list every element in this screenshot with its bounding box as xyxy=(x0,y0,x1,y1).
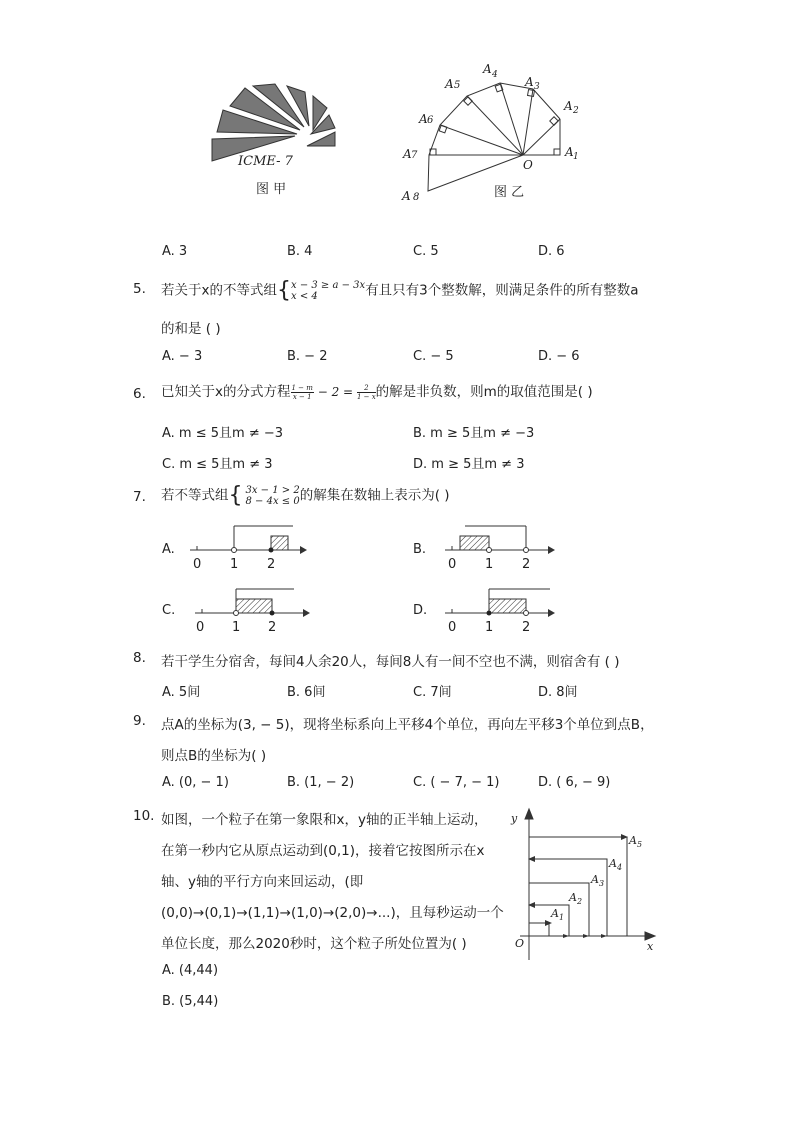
q5-option-a[interactable]: A. − 3 xyxy=(162,349,203,364)
q10-option-a[interactable]: A. (4,44) xyxy=(162,963,219,978)
q9-stem: 点A的坐标为(3, − 5)，现将坐标系向上平移4个单位，再向左平移3个单位到点B， xyxy=(161,717,654,733)
q9-option-d[interactable]: D. ( 6, − 9) xyxy=(538,775,611,790)
q7-numberline-c xyxy=(190,585,315,630)
q5-option-b[interactable]: B. − 2 xyxy=(287,349,328,364)
q10-stem-line-2: 在第一秒内它从原点运动到(0,1)，接着它按图所示在x xyxy=(161,843,485,859)
q7-numberline-a xyxy=(185,522,310,572)
q7-option-b[interactable]: B. xyxy=(413,542,427,557)
q7c-tick-1: 1 xyxy=(232,620,241,635)
q7b-tick-1: 1 xyxy=(485,557,494,572)
svg-text:5: 5 xyxy=(637,840,643,849)
q9-stem-cont: 则点B的坐标为( ) xyxy=(161,748,267,764)
q5-option-d[interactable]: D. − 6 xyxy=(538,349,580,364)
label-a2: A xyxy=(564,99,573,113)
q7-stem: 若不等式组{ 3x − 1 > 2 8 − 4x ≤ 0 的解集在数轴上表示为( ) xyxy=(161,483,450,508)
svg-text:A: A xyxy=(551,907,559,920)
q9-option-c[interactable]: C. ( − 7, − 1) xyxy=(413,775,500,790)
q4-option-b[interactable]: B. 4 xyxy=(287,244,313,259)
q9-option-a[interactable]: A. (0, − 1) xyxy=(162,775,229,790)
label-a5: A xyxy=(445,77,454,91)
label-o: O xyxy=(523,158,533,172)
label-a8: A xyxy=(402,189,411,203)
q5-stem-cont: 的和是 ( ) xyxy=(161,321,221,337)
svg-text:5: 5 xyxy=(454,80,461,91)
q6-option-c[interactable]: C. m ≤ 5且m ≠ 3 xyxy=(162,457,273,472)
label-a7: A xyxy=(403,147,412,161)
figure-yi-caption: 图 乙 xyxy=(494,185,525,200)
q9-number: 9. xyxy=(133,713,146,729)
q7-number: 7. xyxy=(133,489,146,505)
q8-stem: 若干学生分宿舍，每间4人余20人，每间8人有一间不空也不满，则宿舍有 ( ) xyxy=(161,654,620,670)
label-a4: A xyxy=(483,62,492,76)
q6-option-a[interactable]: A. m ≤ 5且m ≠ −3 xyxy=(162,426,284,441)
q10-option-b[interactable]: B. (5,44) xyxy=(162,994,219,1009)
q5-number: 5. xyxy=(133,281,146,297)
q8-option-b[interactable]: B. 6间 xyxy=(287,685,326,700)
q10-stem-line-1: 如图，一个粒子在第一象限和x，y轴的正半轴上运动， xyxy=(161,812,488,828)
q7b-tick-0: 0 xyxy=(448,557,457,572)
q7a-tick-1: 1 xyxy=(230,557,239,572)
q4-option-a[interactable]: A. 3 xyxy=(162,244,188,259)
q10-stem-line-5: 单位长度，那么2020秒时，这个粒子所处位置为( ) xyxy=(161,936,467,952)
q7a-tick-2: 2 xyxy=(267,557,276,572)
q10-stem-line-4: (0,0)→(0,1)→(1,1)→(1,0)→(2,0)→...)，且每秒运动一个 xyxy=(161,905,504,921)
svg-text:2: 2 xyxy=(577,897,583,906)
x-axis-label: x xyxy=(647,940,654,953)
y-axis-label: y xyxy=(511,812,518,825)
svg-text:7: 7 xyxy=(411,150,418,161)
svg-text:3: 3 xyxy=(599,879,605,888)
svg-text:8: 8 xyxy=(413,192,420,203)
figure-jia-caption: 图 甲 xyxy=(256,182,287,197)
q10-number: 10. xyxy=(133,808,155,824)
q7d-tick-2: 2 xyxy=(522,620,531,635)
q6-option-d[interactable]: D. m ≥ 5且m ≠ 3 xyxy=(413,457,525,472)
q8-option-c[interactable]: C. 7间 xyxy=(413,685,452,700)
q8-number: 8. xyxy=(133,650,146,666)
q9-option-b[interactable]: B. (1, − 2) xyxy=(287,775,355,790)
label-a6: A xyxy=(419,112,428,126)
q6-option-b[interactable]: B. m ≥ 5且m ≠ −3 xyxy=(413,426,535,441)
svg-text:1: 1 xyxy=(573,152,579,162)
label-a1: A xyxy=(565,145,574,159)
svg-text:A: A xyxy=(569,891,577,904)
q6-stem: 已知关于x的分式方程 $\frac{1 - m}{x - 1}$ − 2 = $\frac{2}{1 - x}$ 的解是非负数，则m的取值范围是( ) xyxy=(161,383,593,401)
svg-text:4: 4 xyxy=(492,70,498,80)
svg-text:A: A xyxy=(609,857,617,870)
svg-text:4: 4 xyxy=(617,863,623,872)
q7c-tick-2: 2 xyxy=(268,620,277,635)
q10-stem-line-3: 轴、y轴的平行方向来回运动，(即 xyxy=(161,874,364,890)
q5-option-c[interactable]: C. − 5 xyxy=(413,349,454,364)
svg-text:3: 3 xyxy=(534,82,540,92)
q7-option-a[interactable]: A. xyxy=(162,542,175,557)
q7-numberline-d xyxy=(440,585,565,630)
q7d-tick-0: 0 xyxy=(448,620,457,635)
svg-text:A: A xyxy=(629,834,637,847)
svg-text:6: 6 xyxy=(427,115,434,126)
q5-stem: 若关于x的不等式组{ x − 3 ≥ a − 3x x < 4 有且只有3个整数解，则满足条件的所有整数a xyxy=(161,278,639,303)
q8-option-d[interactable]: D. 8间 xyxy=(538,685,578,700)
origin-label: O xyxy=(515,937,525,950)
q7-option-c[interactable]: C. xyxy=(162,603,176,618)
q7-numberline-b xyxy=(440,522,565,572)
q7c-tick-0: 0 xyxy=(196,620,205,635)
q6-number: 6. xyxy=(133,386,146,402)
label-a3: A xyxy=(525,75,534,89)
q8-option-a[interactable]: A. 5间 xyxy=(162,685,201,700)
q4-option-c[interactable]: C. 5 xyxy=(413,244,439,259)
q7a-tick-0: 0 xyxy=(193,557,202,572)
svg-text:A: A xyxy=(591,873,599,886)
q7b-tick-2: 2 xyxy=(522,557,531,572)
svg-text:2: 2 xyxy=(573,106,579,116)
q7d-tick-1: 1 xyxy=(485,620,494,635)
svg-text:1: 1 xyxy=(559,913,565,922)
particle-path-figure xyxy=(505,805,665,965)
q4-option-d[interactable]: D. 6 xyxy=(538,244,565,259)
q7-option-d[interactable]: D. xyxy=(413,603,428,618)
icme-label: ICME- 7 xyxy=(238,154,293,169)
